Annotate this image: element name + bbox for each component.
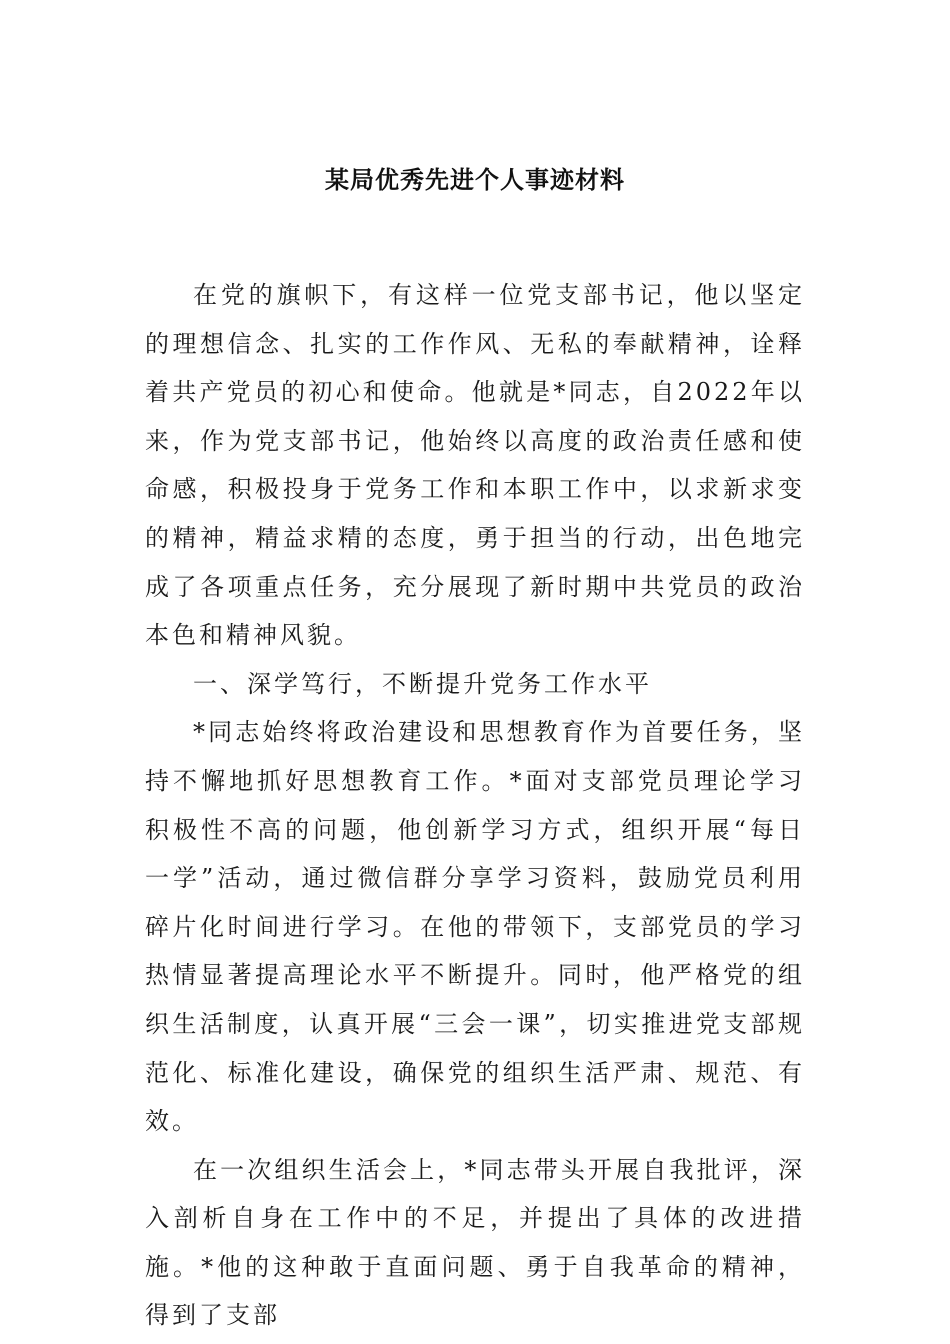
document-body [145,271,805,1340]
document-title: 某局优秀先进个人事迹材料 [325,165,625,194]
section-heading-1: 一、深学笃行，不断提升党务工作水平 [193,669,652,698]
paragraph-intro: 在党的旗帜下，有这样一位党支部书记，他以坚定的理想信念、扎实的工作作风、无私的奉献精神，诠释着共产党员的初心和使命。他就是*同志，自2022年以来，作为党支部书记，他始终以高度的政治责任感和使命感，积极投身于党务工作和本职工作中，以求新求变的精神，精益求精的态度，勇于担当的行动，出色地完成了各项重点任务，充分展现了新时期中共党员的政治本色和精神风貌。 [145,281,805,650]
paragraph-meeting: 在一次组织生活会上，*同志带头开展自我批评，深入剖析自身在工作中的不足，并提出了具体的改进措施。*他的这种敢于直面问题、勇于自我革命的精神，得到了支部 [145,1155,805,1330]
paragraph-study: *同志始终将政治建设和思想教育作为首要任务，坚持不懈地抓好思想教育工作。*面对支部党员理论学习积极性不高的问题，他创新学习方式，组织开展“每日一学”活动，通过微信群分享学习资料，鼓励党员利用碎片化时间进行学习。在他的带领下，支部党员的学习热情显著提高理论水平不断提升。同时，他严格党的组织生活制度，认真开展“三会一课”，切实推进党支部规范化、标准化建设，确保党的组织生活严肃、规范、有效。 [145,718,805,1136]
